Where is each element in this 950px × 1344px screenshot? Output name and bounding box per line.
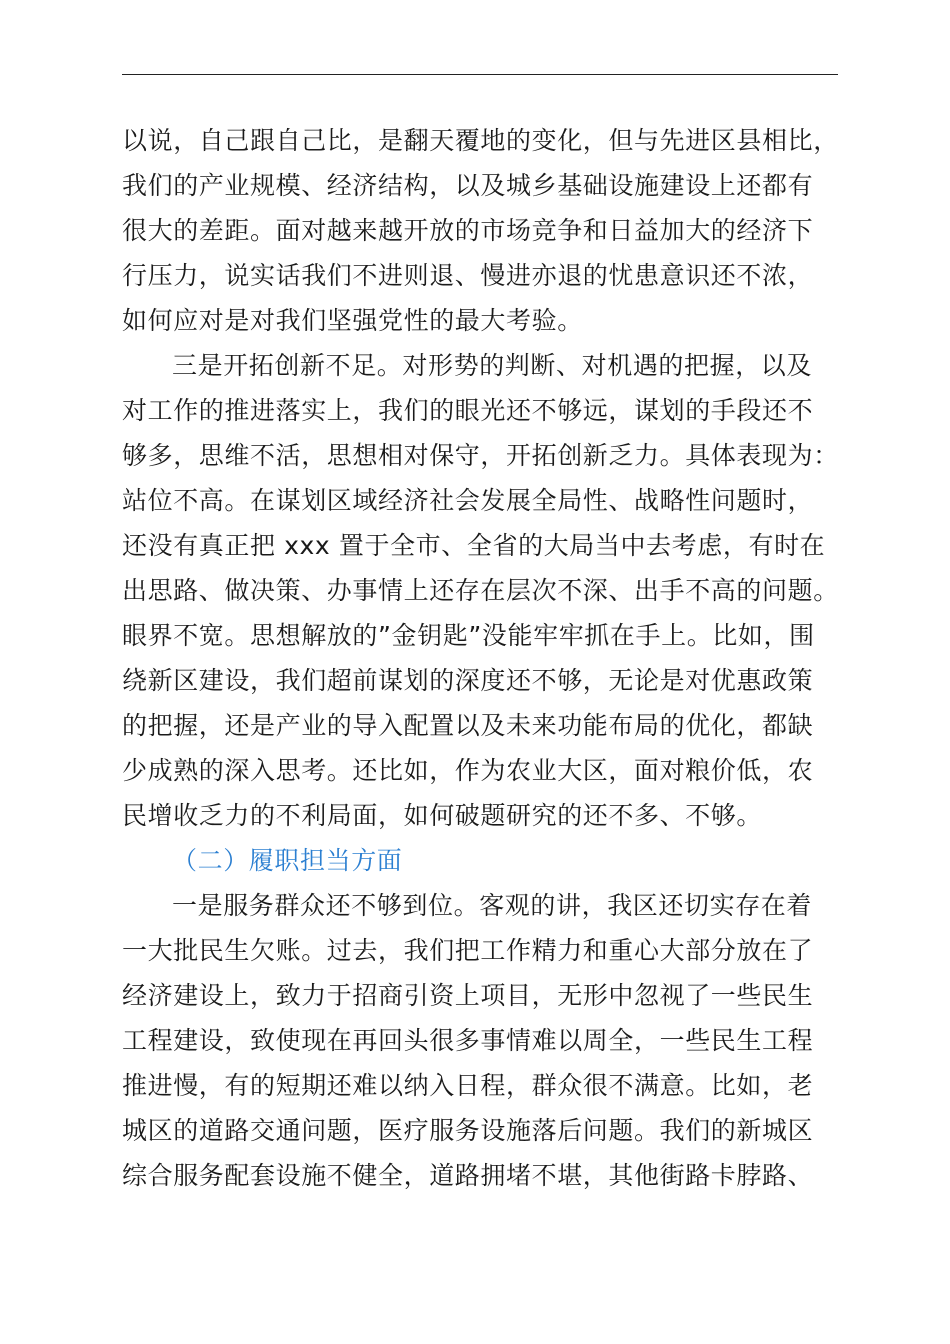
body-line: 眼界不宽。思想解放的”金钥匙”没能牢牢抓在手上。比如，围 [122, 621, 815, 650]
body-line: 绕新区建设，我们超前谋划的深度还不够，无论是对优惠政策 [122, 666, 814, 695]
body-line: 如何应对是对我们坚强党性的最大考验。 [122, 306, 583, 335]
body-line: 够多，思维不活，思想相对保守，开拓创新乏力。具体表现为： [122, 441, 839, 470]
body-line: 站位不高。在谋划区域经济社会发展全局性、战略性问题时， [122, 486, 814, 515]
body-line: 少成熟的深入思考。还比如，作为农业大区，面对粮价低，农 [122, 756, 814, 785]
paragraph-start-line: 三是开拓创新不足。对形势的判断、对机遇的把握，以及 [172, 351, 813, 380]
body-line: 以说，自己跟自己比，是翻天覆地的变化，但与先进区县相比， [122, 126, 839, 155]
body-line: 经济建设上，致力于招商引资上项目，无形中忽视了一些民生 [122, 981, 814, 1010]
body-line: 一大批民生欠账。过去，我们把工作精力和重心大部分放在了 [122, 936, 814, 965]
body-line: 的把握，还是产业的导入配置以及未来功能布局的优化，都缺 [122, 711, 814, 740]
header-rule [122, 74, 838, 75]
body-line: 对工作的推进落实上，我们的眼光还不够远，谋划的手段还不 [122, 396, 814, 425]
paragraph-start-line: 一是服务群众还不够到位。客观的讲，我区还切实存在着 [172, 891, 813, 920]
body-line: 还没有真正把 xxx 置于全市、全省的大局当中去考虑，有时在 [122, 531, 826, 560]
body-line: 综合服务配套设施不健全，道路拥堵不堪，其他街路卡脖路、 [122, 1161, 814, 1190]
body-line: 民增收乏力的不利局面，如何破题研究的还不多、不够。 [122, 801, 763, 830]
section-heading: （二）履职担当方面 [172, 846, 403, 875]
body-line: 我们的产业规模、经济结构，以及城乡基础设施建设上还都有 [122, 171, 814, 200]
body-line: 工程建设，致使现在再回头很多事情难以周全，一些民生工程 [122, 1026, 814, 1055]
body-line: 城区的道路交通问题，医疗服务设施落后问题。我们的新城区 [122, 1116, 814, 1145]
body-line: 行压力，说实话我们不进则退、慢进亦退的忧患意识还不浓， [122, 261, 814, 290]
body-line: 推进慢，有的短期还难以纳入日程，群众很不满意。比如，老 [122, 1071, 814, 1100]
body-line: 很大的差距。面对越来越开放的市场竞争和日益加大的经济下 [122, 216, 814, 245]
body-line: 出思路、做决策、办事情上还存在层次不深、出手不高的问题。 [122, 576, 839, 605]
